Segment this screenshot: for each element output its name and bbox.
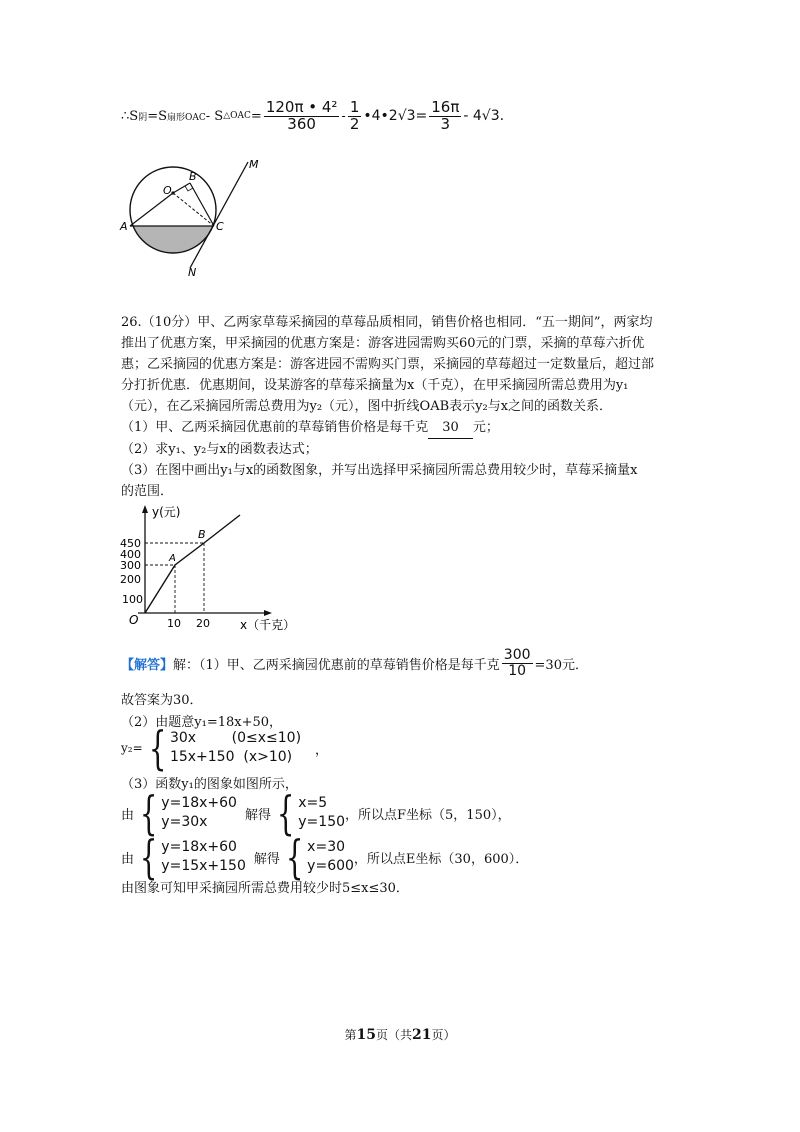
label-a: A [120, 220, 128, 233]
polyline-oab [145, 515, 240, 613]
dashed-oc [173, 193, 214, 226]
fraction-300-10: $\frac{300}{10}$ [503, 647, 531, 679]
line-ob [173, 183, 190, 193]
problem-line: （元），在乙采摘园所需总费用为y₂（元），图中折线OAB表示y₂与x之间的函数关系． [121, 399, 613, 414]
problem-line: 26.（10分）甲、乙两家草莓采摘园的草莓品质相同，销售价格也相同．“五一期间”，两家均 [121, 315, 653, 330]
y-tick-300: 300 [120, 559, 141, 572]
x-axis-arrow [264, 610, 272, 616]
page-total: 21 [412, 1027, 432, 1043]
fraction-16pi: $\frac{16\pi}{3}$ [431, 98, 460, 133]
problem-line: 推出了优惠方案，甲采摘园的优惠方案是：游客进园需购买60元的门票，采摘的草莓六折优 [121, 336, 645, 351]
tangent-mn [190, 162, 248, 268]
brace: { [148, 721, 167, 775]
x-tick-10: 10 [167, 617, 181, 630]
y-tick-450: 450 [120, 537, 141, 550]
price-graph [118, 503, 308, 638]
page-number: 15 [356, 1027, 376, 1043]
origin-label: O [129, 613, 139, 627]
point-a-label: A [169, 553, 176, 564]
system-1: 由 { y=18x+60 y=30x 解得 { x=5 y=150 ，所以点F坐标（5，150）， [121, 786, 511, 840]
label-c: C [216, 220, 224, 233]
question-1: （1）甲、乙两采摘园优惠前的草莓销售价格是每千克 30 元； [121, 417, 681, 439]
question-3: （3）在图中画出y₁与x的函数图象，并写出选择甲采摘园所需总费用较少时，草莓采摘量x [121, 463, 638, 478]
y-axis-arrow [142, 505, 148, 513]
problem-line: 惠；乙采摘园的优惠方案是：游客进园不需购买门票，采摘园的草莓超过一定数量后，超过部 [121, 357, 655, 372]
y-axis-label: y(元) [152, 505, 181, 519]
solution-intro: 【解答】 解：（1）甲、乙两采摘园优惠前的草莓销售价格是每千克 $\frac{300}{10}$ =30元． [121, 647, 588, 679]
y-tick-200: 200 [120, 573, 141, 586]
y-tick-400: 400 [120, 548, 141, 561]
label-o: O [163, 184, 172, 197]
label-m: M [249, 158, 259, 171]
solution-part3: （3）函数y₁的图象如图所示， [121, 777, 298, 792]
page-footer: 第15页（共21页） [344, 1027, 456, 1043]
solution-part2: （2）由题意y₁=18x+50， [121, 715, 283, 730]
problem-line: 分打折优惠．优惠期间，设某游客的草莓采摘量为x（千克），在甲采摘园所需总费用为y₁ [121, 378, 629, 393]
line-ao [130, 193, 173, 226]
answer-blank: 30 [428, 417, 473, 439]
solution-answer: 故答案为30． [121, 693, 203, 708]
area-formula: ∴ S 阴 =S 扇形OAC - S △OAC = $\frac{\text{120π • 4²}}{360}$ - $\frac{1}{2}$ •4•2√3= $\frac{16\pi}{3}$ - 4√3. [121, 98, 505, 133]
problem-26 [121, 312, 681, 502]
system-2: 由 { y=18x+60 y=15x+150 解得 { x=30 y=600 ，所以点E坐标（30，600）． [121, 830, 529, 884]
circle-tangent-figure [118, 150, 278, 280]
question-2: （2）求y₁、y₂与x的函数表达式； [121, 442, 318, 457]
y-tick-100: 100 [122, 593, 143, 606]
fraction-half: $\frac{1}{2}$ [349, 98, 360, 133]
question-3-cont: 的范围． [121, 484, 174, 499]
solution-conclusion: 由图象可知甲采摘园所需总费用较少时5≤x≤30． [121, 881, 409, 896]
x-tick-20: 20 [196, 617, 210, 630]
center-dot [171, 191, 174, 194]
y2-piecewise: y₂= { 30x (0≤x≤10) 15x+150 (x>10) ， [121, 721, 329, 775]
label-n: N [188, 266, 197, 279]
answer-tag: 【解答】 [121, 657, 174, 673]
x-axis-label: x（千克） [240, 618, 296, 632]
fraction-120pi: $\frac{\text{120π • 4²}}{360}$ [265, 98, 338, 133]
label-b: B [189, 170, 197, 183]
point-b-label: B [198, 528, 206, 541]
